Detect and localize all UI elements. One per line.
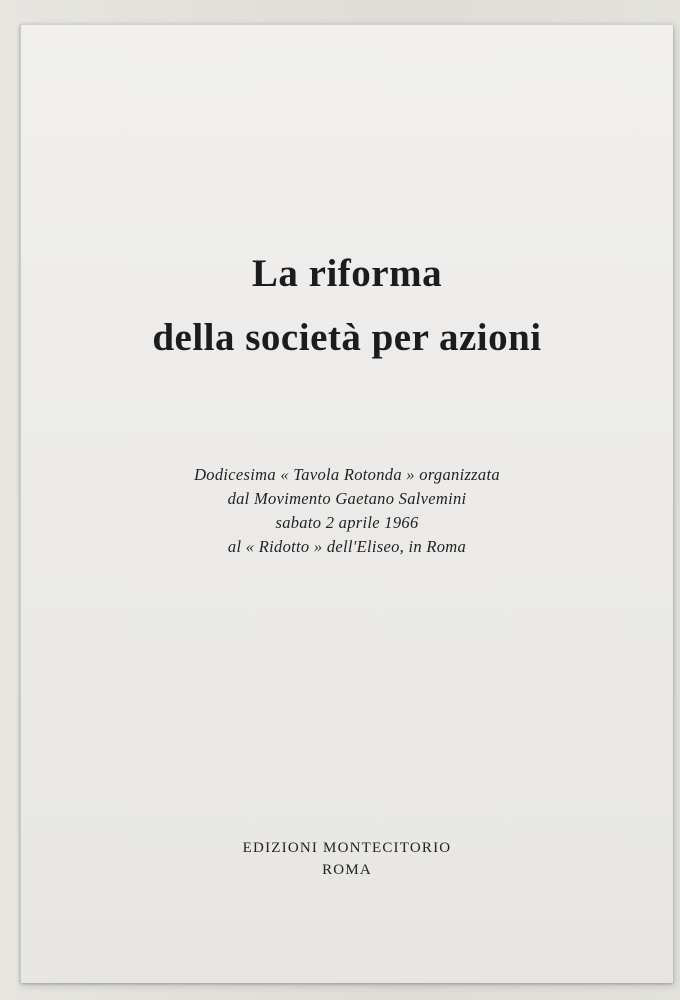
title-line-2: della società per azioni (152, 316, 542, 359)
subtitle-line-1: Dodicesima « Tavola Rotonda » organizzata (194, 465, 500, 484)
publisher-block (21, 837, 673, 881)
publisher-city: ROMA (322, 862, 372, 878)
subtitle-line-2: dal Movimento Gaetano Salvemini (227, 489, 467, 508)
book-cover (20, 24, 673, 983)
subtitle-line-3: sabato 2 aprile 1966 (275, 513, 419, 532)
title-line-1: La riforma (251, 252, 443, 295)
subtitle-line-4: al « Ridotto » dell'Eliseo, in Roma (227, 537, 467, 556)
event-description (21, 463, 673, 559)
publisher-name: EDIZIONI MONTECITORIO (242, 840, 452, 856)
